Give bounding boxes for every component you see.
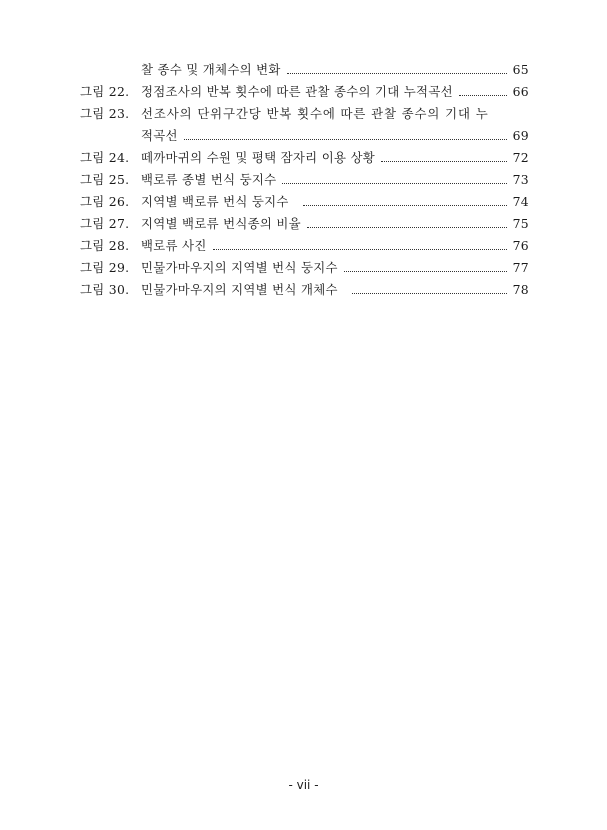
dot-leader [287,72,507,74]
toc-entry[interactable] [80,148,529,170]
dot-leader [307,226,507,228]
entry-label: 그림 23. [80,106,130,121]
page-number: - vii - [288,778,319,792]
entry-page: 72 [512,150,529,165]
entry-page: 65 [512,62,529,77]
dot-leader [282,182,507,184]
entry-title: 선조사의 단위구간당 반복 횟수에 따른 관찰 종수의 기대 누 [141,106,489,121]
toc-entry[interactable] [80,192,529,214]
entry-page: 74 [512,194,529,209]
entry-page: 76 [512,238,529,253]
entry-page: 75 [512,216,529,231]
toc-entry[interactable] [80,280,529,302]
entry-title: 정점조사의 반복 횟수에 따른 관찰 종수의 기대 누적곡선 [141,84,453,99]
entry-page: 77 [512,260,529,275]
entry-label: 그림 29. [80,260,130,275]
dot-leader [303,204,507,206]
toc-entry[interactable] [80,236,529,258]
toc-entry[interactable] [80,258,529,280]
entry-label: 그림 27. [80,216,130,231]
entry-title: 백로류 종별 번식 둥지수 [141,172,277,187]
entry-title: 떼까마귀의 수원 및 평택 잠자리 이용 상황 [141,150,376,165]
entry-label: 그림 28. [80,238,130,253]
entry-label: 그림 26. [80,194,130,209]
entry-label: 그림 22. [80,84,130,99]
entry-label: 그림 25. [80,172,130,187]
dot-leader [459,94,507,96]
entry-title: 지역별 백로류 번식종의 비율 [141,216,301,231]
toc-entry[interactable] [80,104,529,126]
entry-title: 민물가마우지의 지역별 번식 개체수 [141,282,338,297]
dot-leader [352,292,507,294]
dot-leader [344,270,507,272]
toc-entry[interactable] [80,60,529,82]
entry-title: 민물가마우지의 지역별 번식 둥지수 [141,260,338,275]
dot-leader [213,248,507,250]
entry-title: 적곡선 [141,128,178,143]
entry-label: 그림 24. [80,150,130,165]
toc-entry[interactable] [80,170,529,192]
entry-page: 73 [512,172,529,187]
entry-title: 찰 종수 및 개체수의 변화 [141,62,281,77]
toc-entry[interactable] [80,214,529,236]
toc-entry-continuation[interactable] [80,126,529,148]
entry-page: 66 [512,84,529,99]
entry-page: 78 [512,282,529,297]
entry-title: 백로류 사진 [141,238,207,253]
figure-list [80,60,529,302]
entry-label: 그림 30. [80,282,130,297]
dot-leader [381,160,507,162]
toc-entry[interactable] [80,82,529,104]
entry-page: 69 [512,128,529,143]
entry-title: 지역별 백로류 번식 둥지수 [141,194,289,209]
dot-leader [184,138,507,140]
